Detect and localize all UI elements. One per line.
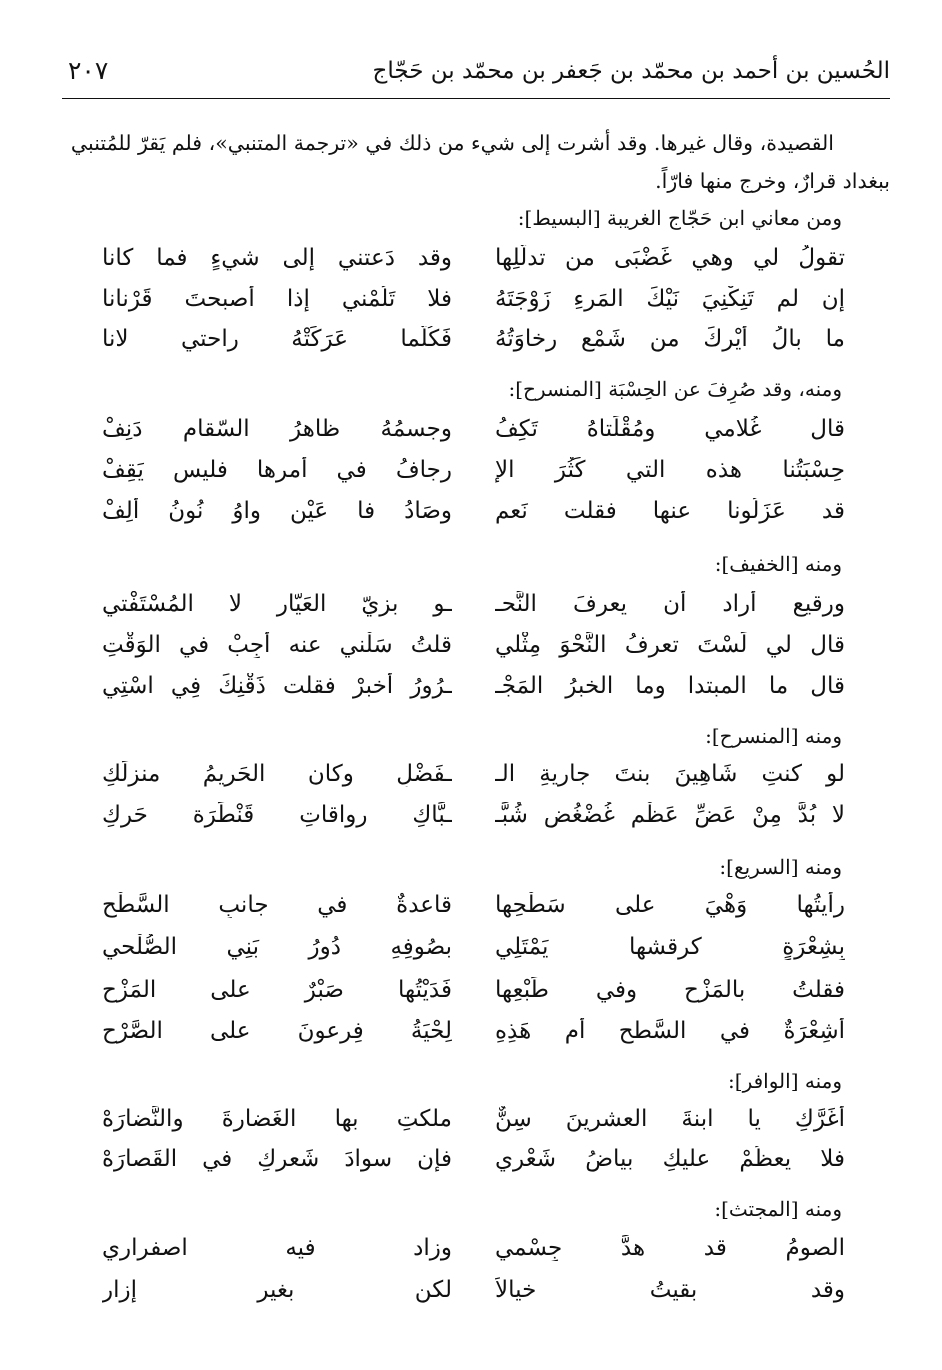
- verse-line: [62, 892, 890, 934]
- verse-line: [62, 326, 890, 368]
- verse-ajuz: ملكتِ بها الغَضارةَ والنَّضارَهْ: [102, 1106, 452, 1132]
- verse-line: [62, 416, 890, 458]
- verse-ajuz: لِحْيَةُ فِرعونَ على الصَّرْحِ: [102, 1018, 452, 1044]
- section-intro: ومنه [السريع]:: [719, 855, 842, 879]
- verse-line: [62, 761, 890, 803]
- section-intro: ومن معاني ابن حَجّاج الغريبة [البسيط]:: [517, 206, 842, 230]
- verse-line: [62, 934, 890, 976]
- verse-sadr: قال لي لَسْتَ تعرفُ النَّحْوَ مِثْلي: [495, 632, 845, 658]
- prose-line: ببغداد قرارٌ، وخرج منها فارّاً.: [655, 169, 890, 193]
- verse-line: [62, 1146, 890, 1188]
- section-intro: ومنه [المجتث]:: [714, 1197, 842, 1221]
- verse-line: [62, 1018, 890, 1060]
- verse-sadr: أَشِعْرَةٌ في السَّطحِ أم هَذِهِ: [495, 1018, 845, 1044]
- verse-ajuz: بصُوفِهِ دُورُ بَنِي الصُّلْحي: [102, 934, 452, 960]
- section-intro: ومنه، وقد صُرِفَ عن الحِسْبَة [المنسرح]:: [508, 377, 842, 401]
- verse-ajuz: ـفَضْلِ وكان الحَرِيمُ منزلَكِ: [102, 761, 452, 787]
- verse-sadr: لو كنتِ شَاهِينَ بنتَ جاريةِ الـ: [495, 761, 845, 787]
- verse-line: [62, 498, 890, 540]
- verse-sadr: قال غُلامي ومُقْلَتاهُ تَكِفُ: [495, 416, 845, 442]
- verse-ajuz: فلا تَلُمْني إذا أصبحتَ قَرْنانا: [102, 286, 452, 312]
- verse-ajuz: قاعدةٌ في جانبِ السَّطْحِ: [102, 892, 452, 918]
- verse-line: [62, 245, 890, 287]
- verse-sadr: أَغَرَّكِ يا ابنةَ العشرينَ سِنٌّ: [495, 1106, 845, 1132]
- verse-sadr: الصومُ قد هدَّ جِسْمي: [495, 1235, 845, 1261]
- verse-ajuz: وزاد فيه اصفراري: [102, 1235, 452, 1261]
- verse-sadr: قد عَزَلُونا عنها فقلت نَعم: [495, 498, 845, 524]
- section-intro: ومنه [المنسرح]:: [705, 724, 842, 748]
- verse-ajuz: قلتُ سَلْني عنه أُجِبْ في الوَقْتِ: [102, 632, 452, 658]
- verse-ajuz: لكن بغيرِ إزارِ: [102, 1277, 452, 1303]
- page-number: ٢٠٧: [68, 56, 109, 85]
- verse-line: [62, 1277, 890, 1319]
- verse-ajuz: رجافُ في أمرها فليس يَقِفْ: [102, 457, 452, 483]
- verse-line: [62, 591, 890, 633]
- verse-line: [62, 977, 890, 1019]
- verse-sadr: فلا يعظُمْ عليكِ بياضُ شَعْري: [495, 1146, 845, 1172]
- verse-sadr: تقولُ لي وهي غَضْبَى من تدلُّلِها: [495, 245, 845, 271]
- verse-line: [62, 1235, 890, 1277]
- verse-sadr: فقلتُ بالمَزْحِ وفي طَبْعِها: [495, 977, 845, 1003]
- verse-sadr: رأيتُها وَهْيَ على سَطْحِها: [495, 892, 845, 918]
- verse-line: [62, 286, 890, 328]
- verse-ajuz: ـبَّاكِ رواقاتِ قَنْطَرَة حَرِكِ: [102, 802, 452, 828]
- verse-sadr: حِسْبَتُنا هذه التي كَثُرَ الإ: [495, 457, 845, 483]
- verse-ajuz: وجسمُهُ ظاهرُ السّقام دَنِفْ: [102, 416, 452, 442]
- verse-sadr: بِشِعْرَةٍ كرقشها يَمْتَلِي: [495, 934, 845, 960]
- verse-sadr: لا بُدَّ مِنْ عَضِّ عَظْمِ غُضْغُضِ شُبَّـ: [495, 802, 845, 828]
- verse-line: [62, 632, 890, 674]
- verse-ajuz: وصَادُ فا عَيْن واوُ نُونُ أَلِفْ: [102, 498, 452, 524]
- verse-ajuz: فَدَيْتُها صَبْرٌ على المَزْحِ: [102, 977, 452, 1003]
- verse-line: [62, 1106, 890, 1148]
- prose-line: القصيدة، وقال غيرها. وقد أشرت إلى شيء من ذلك في «ترجمة المتنبي»، فلم يَقرّ للمُتنبي: [70, 131, 834, 155]
- section-intro: ومنه [الخفيف]:: [714, 552, 842, 576]
- verse-sadr: ورقيعٍ أراد أن يعرفَ النَّحـ: [495, 591, 845, 617]
- verse-ajuz: وقد دَعتني إلى شيءٍ فما كانا: [102, 245, 452, 271]
- verse-sadr: ما بالُ أَيْرِكَ من شَمْعٍ رخاوَتُهُ: [495, 326, 845, 352]
- verse-line: [62, 457, 890, 499]
- verse-ajuz: ـو بزِيّ العَيّارِ لا المُسْتَفْتي: [102, 591, 452, 617]
- verse-sadr: قال ما المبتدا وما الخبرُ المَجْـ: [495, 673, 845, 699]
- verse-line: [62, 673, 890, 715]
- verse-sadr: إن لم تَنِكْنِيَ نَيْكَ المَرءِ زَوْجَتَهُ: [495, 286, 845, 312]
- header-title: الحُسين بن أحمد بن محمّد بن جَعفر بن محمّد بن حَجّاج: [372, 58, 890, 84]
- section-intro: ومنه [الوافر]:: [728, 1069, 842, 1093]
- verse-ajuz: فإن سوادَ شَعرِكِ في القَصارَهْ: [102, 1146, 452, 1172]
- verse-ajuz: ـرُورُ أخبرْ فقلت ذَقْنِكَ فِي اسْتِي: [102, 673, 452, 699]
- verse-ajuz: فَكُلَّما عَرَكَتْهُ راحتي لانا: [102, 326, 452, 352]
- verse-line: [62, 802, 890, 844]
- verse-sadr: وقد بقيتُ خيالاً: [495, 1277, 845, 1303]
- prose-paragraph: [62, 124, 890, 200]
- running-header: [62, 56, 890, 99]
